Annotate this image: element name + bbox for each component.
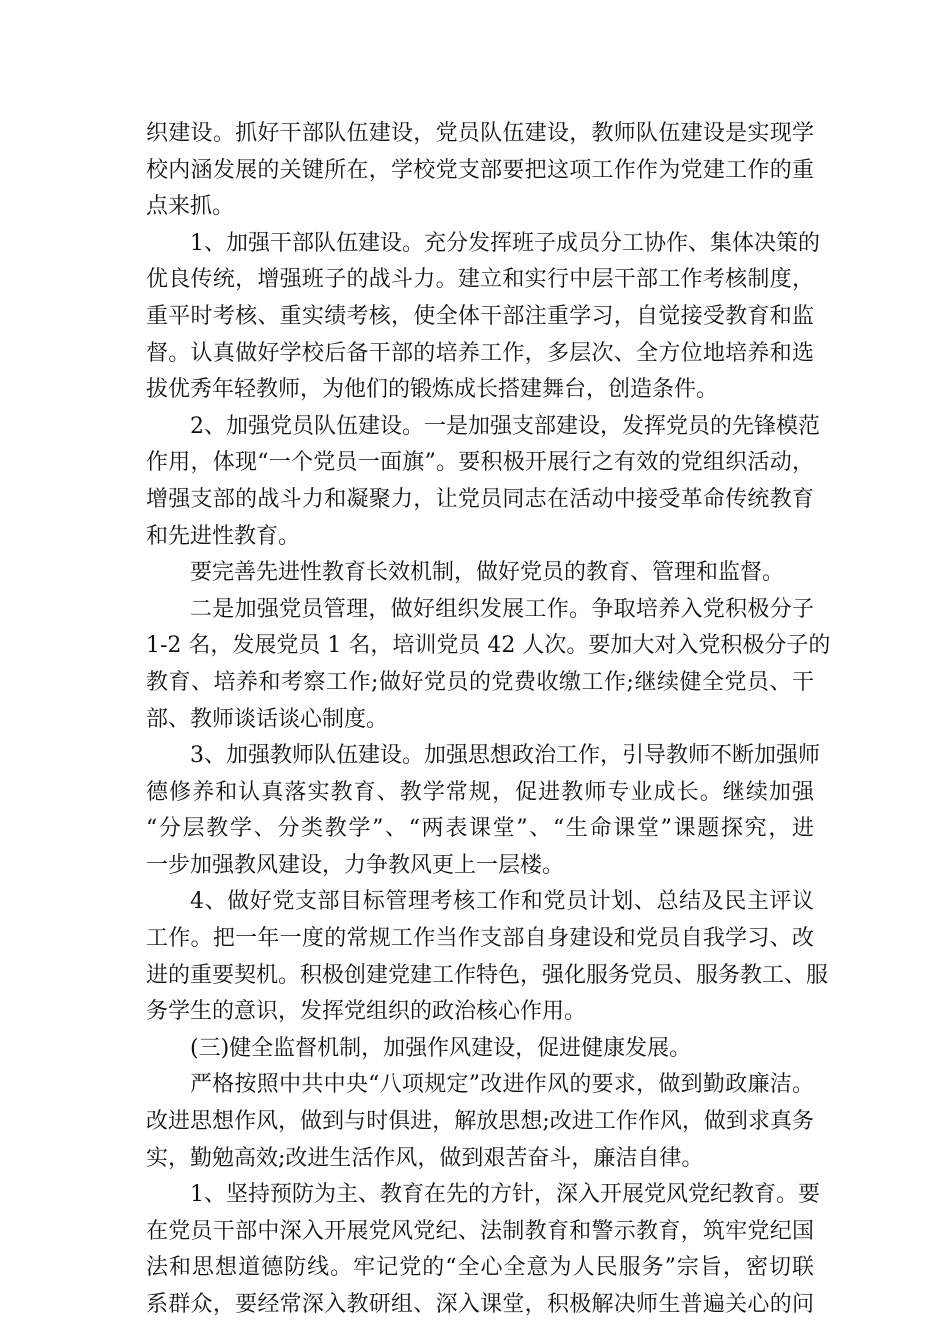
text-line: 法和思想道德防线。牢记党的“全心全意为人民服务”宗旨，密切联 <box>146 1255 814 1281</box>
text-line: 德修养和认真落实教育、教学常规，促进教师专业成长。继续加强 <box>146 779 814 805</box>
text-line: 校内涵发展的关键所在，学校党支部要把这项工作作为党建工作的重 <box>146 157 814 183</box>
text-line: 要完善先进性教育长效机制，做好党员的教育、管理和监督。 <box>190 560 785 586</box>
text-line: 进的重要契机。积极创建党建工作特色，强化服务党员、服务教工、服 <box>146 962 829 988</box>
text-line: 拔优秀年轻教师，为他们的锻炼成长搭建舞台，创造条件。 <box>146 377 719 403</box>
text-line: 务学生的意识，发挥党组织的政治核心作用。 <box>146 999 587 1025</box>
text-line: 2、加强党员队伍建设。一是加强支部建设，发挥党员的先锋模范 <box>190 413 820 439</box>
text-line: 督。认真做好学校后备干部的培养工作，多层次、全方位地培养和选 <box>146 340 814 366</box>
text-line: 1-2 名，发展党员 1 名，培训党员 42 人次。要加大对入党积极分子的 <box>146 633 831 659</box>
text-line: 工作。把一年一度的常规工作当作支部自身建设和党员自我学习、改 <box>146 926 814 952</box>
text-line: 在党员干部中深入开展党风党纪、法制教育和警示教育，筑牢党纪国 <box>146 1218 814 1244</box>
text-line: 实，勤勉高效;改进生活作风，做到艰苦奋斗，廉洁自律。 <box>146 1145 704 1171</box>
text-line: 和先进性教育。 <box>146 523 301 549</box>
text-line: 教育、培养和考察工作;做好党员的党费收缴工作;继续健全党员、干 <box>146 669 814 695</box>
text-line: 优良传统，增强班子的战斗力。建立和实行中层干部工作考核制度， <box>146 267 814 293</box>
text-line: “分层教学、分类教学”、“两表课堂”、“生命课堂”课题探究，进 <box>146 816 814 842</box>
text-line: 一步加强教风建设，力争教风更上一层楼。 <box>146 852 565 878</box>
text-line: 增强支部的战斗力和凝聚力，让党员同志在活动中接受革命传统教育 <box>146 486 814 512</box>
text-line: 1、加强干部队伍建设。充分发挥班子成员分工协作、集体决策的 <box>190 230 820 256</box>
text-line: 严格按照中共中央“八项规定”改进作风的要求，做到勤政廉洁。 <box>190 1072 814 1098</box>
text-line: 作用，体现“一个党员一面旗”。要积极开展行之有效的党组织活动， <box>146 450 814 476</box>
text-line: 点来抓。 <box>146 194 235 220</box>
text-line: 3、加强教师队伍建设。加强思想政治工作，引导教师不断加强师 <box>190 743 820 769</box>
document-body <box>146 116 831 1324</box>
text-line: 部、教师谈话谈心制度。 <box>146 706 389 732</box>
text-line: 1、坚持预防为主、教育在先的方针，深入开展党风党纪教育。要 <box>190 1182 820 1208</box>
text-line: 系群众，要经常深入教研组、深入课堂，积极解决师生普遍关心的问 <box>146 1292 814 1317</box>
text-line: 4、做好党支部目标管理考核工作和党员计划、总结及民主评议 <box>190 889 814 915</box>
text-line: 二是加强党员管理，做好组织发展工作。争取培养入党积极分子 <box>190 596 814 622</box>
text-line: 织建设。抓好干部队伍建设，党员队伍建设，教师队伍建设是实现学 <box>146 121 814 146</box>
text-line: 改进思想作风，做到与时俱进，解放思想;改进工作作风，做到求真务 <box>146 1109 814 1135</box>
text-line: (三)健全监督机制，加强作风建设，促进健康发展。 <box>190 1035 692 1061</box>
text-line: 重平时考核、重实绩考核，使全体干部注重学习，自觉接受教育和监 <box>146 303 814 329</box>
